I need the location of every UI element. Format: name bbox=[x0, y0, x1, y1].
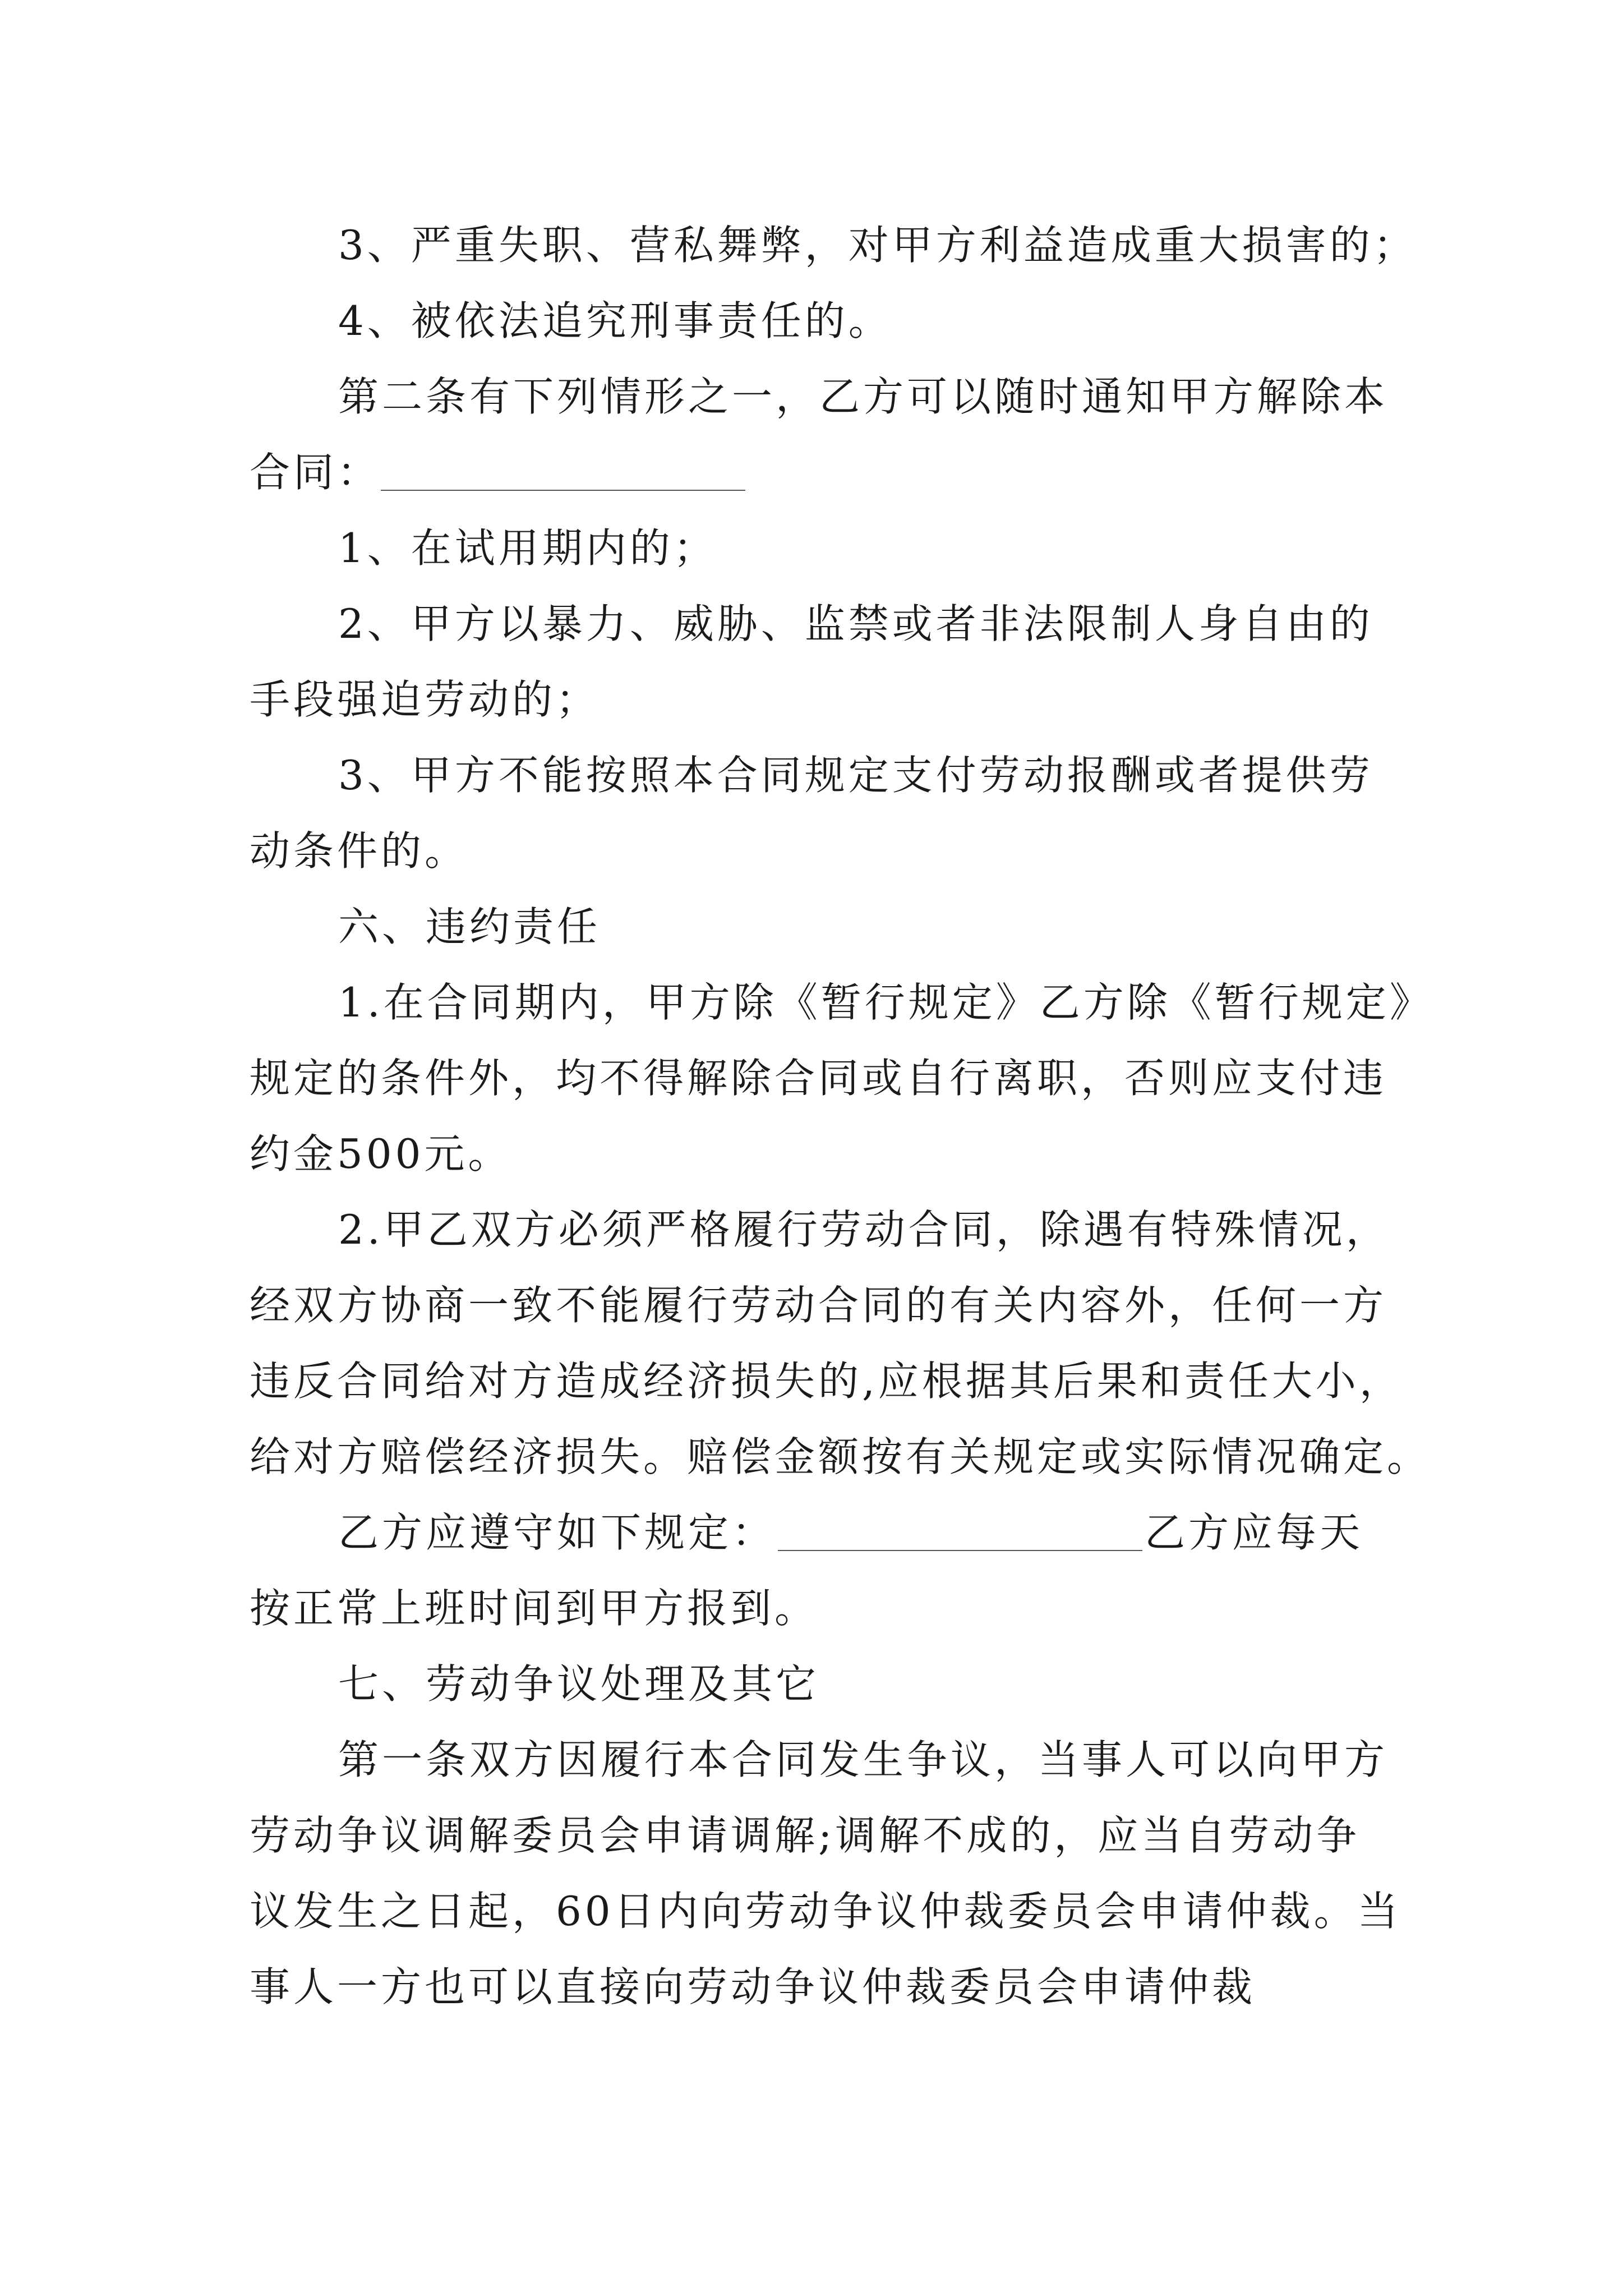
dispute-1-line-3: 议发生之日起，60日内向劳动争议仲裁委员会申请仲裁。当 bbox=[250, 1888, 1401, 1935]
penalty-2-line-3: 违反合同给对方造成经济损失的,应根据其后果和责任大小， bbox=[250, 1358, 1403, 1405]
penalty-1-line-3: 约金500元。 bbox=[250, 1130, 512, 1177]
section-7-heading: 七、劳动争议处理及其它 bbox=[338, 1660, 820, 1708]
item-3-line-2: 动条件的。 bbox=[250, 827, 469, 875]
dispute-1-line-1: 第一条双方因履行本合同发生争议，当事人可以向甲方 bbox=[338, 1736, 1389, 1783]
rules-line-1 bbox=[250, 1495, 1382, 1571]
fill-in-blank-1[interactable] bbox=[381, 456, 745, 491]
item-3-line-1: 3、甲方不能按照本合同规定支付劳动报酬或者提供劳 bbox=[338, 752, 1373, 799]
clause-3-line: 3、严重失职、营私舞弊，对甲方利益造成重大损害的； bbox=[338, 222, 1417, 269]
clause-4-line: 4、被依法追究刑事责任的。 bbox=[338, 297, 892, 344]
item-1-line: 1、在试用期内的； bbox=[338, 524, 717, 572]
penalty-1-line-2: 规定的条件外，均不得解除合同或自行离职，否则应支付违 bbox=[250, 1055, 1387, 1102]
article-2-line-2 bbox=[250, 435, 1382, 510]
penalty-1-line-1: 1.在合同期内，甲方除《暂行规定》乙方除《暂行规定》 bbox=[338, 979, 1433, 1026]
dispute-1-line-4: 事人一方也可以直接向劳动争议仲裁委员会申请仲裁 bbox=[250, 1963, 1256, 2010]
penalty-2-line-2: 经双方协商一致不能履行劳动合同的有关内容外，任何一方 bbox=[250, 1282, 1387, 1329]
article-2-line-1: 第二条有下列情形之一，乙方可以随时通知甲方解除本 bbox=[338, 373, 1389, 420]
penalty-2-line-4: 给对方赔偿经济损失。赔偿金额按有关规定或实际情况确定。 bbox=[250, 1433, 1431, 1480]
rules-text-before: 乙方应遵守如下规定： bbox=[338, 1509, 776, 1556]
document-body bbox=[250, 208, 1433, 2025]
article-2-text: 合同： bbox=[250, 449, 381, 496]
dispute-1-line-2: 劳动争议调解委员会申请调解;调解不成的，应当自劳动争 bbox=[250, 1812, 1361, 1859]
fill-in-blank-2[interactable] bbox=[778, 1516, 1142, 1551]
rules-line-2: 按正常上班时间到甲方报到。 bbox=[250, 1585, 819, 1632]
rules-text-after: 乙方应每天 bbox=[1145, 1509, 1364, 1556]
item-2-line-1: 2、甲方以暴力、威胁、监禁或者非法限制人身自由的 bbox=[338, 600, 1373, 647]
item-2-line-2: 手段强迫劳动的； bbox=[250, 676, 600, 723]
penalty-2-line-1: 2.甲乙双方必须严格履行劳动合同，除遇有特殊情况， bbox=[338, 1206, 1390, 1253]
section-6-heading: 六、违约责任 bbox=[338, 903, 601, 950]
